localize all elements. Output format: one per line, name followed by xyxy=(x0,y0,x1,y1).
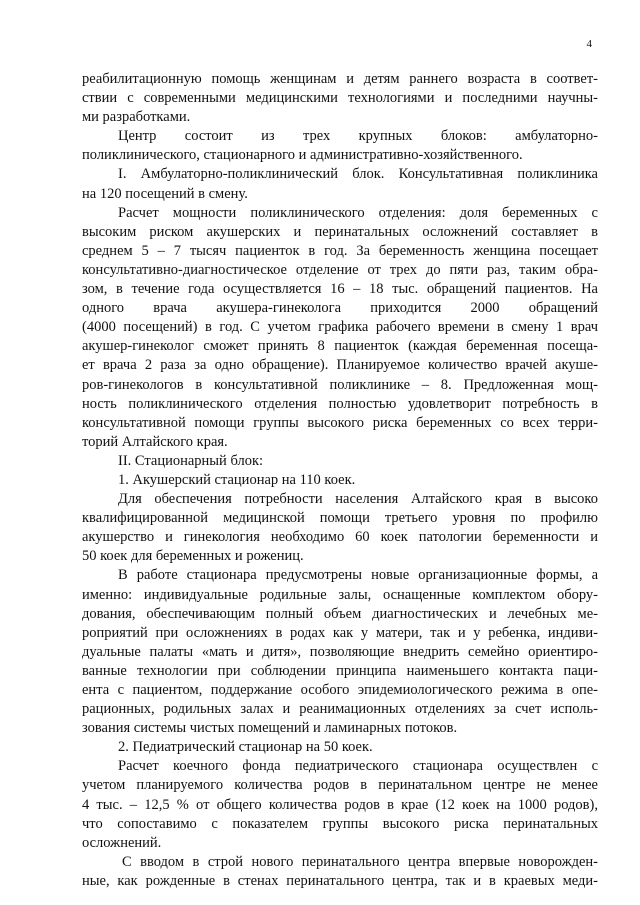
text-line: акушерство и гинекология необходимо 60 коек патологии беременности и xyxy=(82,529,598,546)
text-line: акушер-гинеколог сможет принять 8 пациенток (каждая беременная посеща- xyxy=(82,338,598,355)
text-line: что сопоставимо с показателем группы высокого риска перинатальных xyxy=(82,815,598,832)
text-line: Для обеспечения потребности населения Алтайского края в высоко xyxy=(118,491,598,508)
text-line: ров-гинекологов в консультативной поликлинике – 8. Предложенная мощ- xyxy=(82,376,598,393)
text-line: на 120 посещений в смену. xyxy=(82,185,248,202)
text-line: В работе стационара предусмотрены новые организационные формы, а xyxy=(118,567,598,584)
text-line: Центр состоит из трех крупных блоков: амбулаторно- xyxy=(118,128,598,145)
text-line: реабилитационную помощь женщинам и детям раннего возраста в соответ- xyxy=(82,71,598,87)
text-line: торий Алтайского края. xyxy=(82,433,228,450)
text-line: ет врача 2 раза за одно обращение). Планируемое количество врачей акуше- xyxy=(82,357,598,374)
text-line: II. Стационарный блок: xyxy=(118,452,264,469)
body-text xyxy=(82,70,598,891)
text-line: дуальные палаты «мать и дитя», позволяющие внедрить семейно ориентиро- xyxy=(82,643,598,660)
text-line: рационных, родильных залах и реанимационных отделениях за счет исполь- xyxy=(82,701,598,718)
text-line: ные, как рожденные в стенах перинатального центра, так и в краевых меди- xyxy=(82,872,598,889)
text-line: С вводом в строй нового перинатального центра впервые новорожден- xyxy=(122,853,598,870)
text-line: Расчет коечного фонда педиатрического стационара осуществлен с xyxy=(118,758,598,775)
text-line: Расчет мощности поликлинического отделения: доля беременных с xyxy=(118,204,598,221)
text-line: осложнений. xyxy=(82,834,162,851)
text-line: ента с пациентом, поддержание особого эпидемиологического режима в опе- xyxy=(82,682,598,698)
text-line: ми разработками. xyxy=(82,109,191,126)
text-line: 50 коек для беременных и рожениц. xyxy=(82,548,304,565)
text-line: роприятий при осложнениях в родах как у матери, так и у ребенка, индиви- xyxy=(82,624,598,641)
text-line: поликлинического, стационарного и административно-хозяйственного. xyxy=(82,147,523,164)
text-line: одного врача акушера-гинеколога приходится 2000 обращений xyxy=(82,300,598,317)
page-number: 4 xyxy=(586,38,592,50)
text-line: зования системы чистых помещений и ламинарных потоков. xyxy=(82,720,458,737)
text-line: квалифицированной медицинской помощи третьего уровня по профилю xyxy=(82,510,598,527)
text-line: учетом планируемого количества родов в перинатальном центре не менее xyxy=(82,777,598,794)
text-line: ность поликлинического отделения полностью удовлетворит потребность в xyxy=(82,395,598,412)
text-line: ствии с современными медицинскими технологиями и последними научны- xyxy=(82,90,598,107)
text-line: 1. Акушерский стационар на 110 коек. xyxy=(118,471,356,488)
text-line: высоким риском акушерских и перинатальных осложнений составляет в xyxy=(82,223,598,240)
text-line: (4000 посещений) в год. С учетом графика рабочего времени в смену 1 врач xyxy=(82,319,598,336)
text-line: ванные технологии при соблюдении принципа наименьшего контакта паци- xyxy=(82,662,598,679)
text-line: консультативной помощи группы высокого риска беременных со всех терри- xyxy=(82,414,598,431)
text-line: I. Амбулаторно-поликлинический блок. Консультативная поликлиника xyxy=(118,166,598,183)
text-line: именно: индивидуальные родильные залы, оснащенные комплектом обору- xyxy=(82,586,598,603)
text-line: среднем 5 – 7 тысяч пациенток в год. За беременность женщина посещает xyxy=(82,242,598,259)
text-line: 2. Педиатрический стационар на 50 коек. xyxy=(118,739,373,756)
text-line: зом, в течение года осуществляется 16 – 18 тыс. обращений пациентов. На xyxy=(82,281,598,298)
text-line: 4 тыс. – 12,5 % от общего количества родов в крае (12 коек на 1000 родов), xyxy=(82,796,598,813)
text-line: дования, обеспечивающим полный объем диагностических и лечебных ме- xyxy=(82,605,598,622)
text-line: консультативно-диагностическое отделение от трех до пяти раз, таким обра- xyxy=(82,261,598,278)
